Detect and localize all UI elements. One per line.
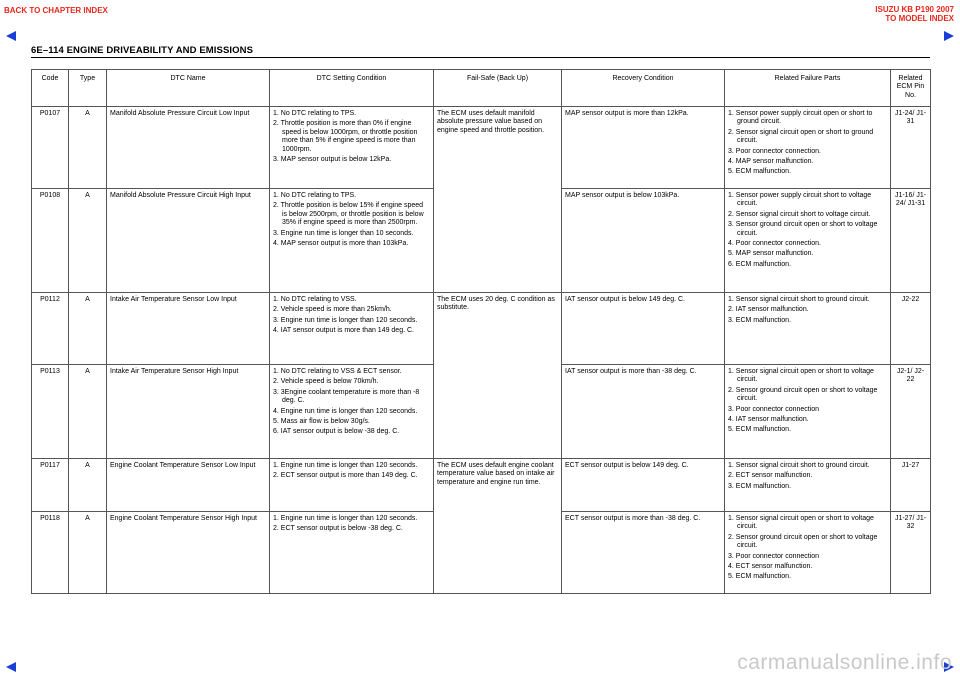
- list-item: 1. No DTC relating to TPS.: [273, 110, 357, 117]
- list-item: 4. Engine run time is longer than 120 seconds.: [273, 407, 418, 415]
- list-item: 1. No DTC relating to VSS.: [273, 296, 357, 303]
- list-item: 2. ECT sensor output is below -38 deg. C.: [273, 525, 403, 533]
- list-item: 1. Sensor signal circuit open or short to voltage circuit.: [728, 368, 874, 384]
- page-title: 6E–114 ENGINE DRIVEABILITY AND EMISSIONS: [31, 45, 254, 56]
- recovery-condition: MAP sensor output is below 103kPa.: [562, 189, 725, 293]
- list-item: 3. 3Engine coolant temperature is more than -8 deg. C.: [273, 388, 420, 405]
- list-item: 2. ECT sensor malfunction.: [728, 472, 813, 480]
- dtc-code: P0117: [32, 459, 69, 512]
- ecm-pin: J1-16/ J1-24/ J1-31: [891, 189, 931, 293]
- dtc-type: A: [69, 365, 107, 459]
- list-item: 6. ECM malfunction.: [728, 260, 792, 268]
- header-dtc-name: DTC Name: [107, 70, 270, 107]
- list-item: 3. Engine run time is longer than 120 seconds.: [273, 316, 418, 324]
- list-item: 2. Sensor signal circuit open or short to ground circuit.: [728, 128, 874, 145]
- ecm-pin: J2-1/ J2-22: [891, 365, 931, 459]
- list-item: 1. No DTC relating to VSS & ECT sensor.: [273, 368, 402, 375]
- ecm-pin: J1-27/ J1-32: [891, 512, 931, 594]
- table-row: [32, 107, 931, 189]
- failure-parts: [725, 189, 891, 293]
- ecm-pin: J2-22: [891, 293, 931, 365]
- header-setting-condition: DTC Setting Condition: [270, 70, 434, 107]
- failure-parts: [725, 459, 891, 512]
- dtc-name: Engine Coolant Temperature Sensor High Input: [107, 512, 270, 594]
- failsafe-cell: The ECM uses 20 deg. C condition as substitute.: [434, 293, 562, 459]
- title-divider: [31, 57, 930, 58]
- next-page-arrow-icon[interactable]: [944, 31, 954, 41]
- list-item: 2. IAT sensor malfunction.: [728, 306, 809, 314]
- recovery-condition: ECT sensor output is below 149 deg. C.: [562, 459, 725, 512]
- setting-condition: [270, 107, 434, 189]
- setting-condition: [270, 189, 434, 293]
- dtc-type: A: [69, 459, 107, 512]
- list-item: 3. MAP sensor output is below 12kPa.: [273, 156, 392, 164]
- recovery-condition: IAT sensor output is below 149 deg. C.: [562, 293, 725, 365]
- list-item: 1. No DTC relating to TPS.: [273, 192, 357, 199]
- dtc-code: P0107: [32, 107, 69, 189]
- list-item: 3. Poor connector connection: [728, 552, 820, 560]
- dtc-code: P0113: [32, 365, 69, 459]
- model-name-label: ISUZU KB P190 2007: [875, 5, 954, 14]
- failure-parts: [725, 293, 891, 365]
- back-to-chapter-index-link[interactable]: BACK TO CHAPTER INDEX: [4, 6, 108, 15]
- dtc-name: Manifold Absolute Pressure Circuit Low Input: [107, 107, 270, 189]
- ecm-pin: J1-27: [891, 459, 931, 512]
- header-code: Code: [32, 70, 69, 107]
- list-item: 4. IAT sensor malfunction.: [728, 416, 809, 424]
- dtc-type: A: [69, 107, 107, 189]
- failure-parts: [725, 107, 891, 189]
- recovery-condition: MAP sensor output is more than 12kPa.: [562, 107, 725, 189]
- list-item: 2. Throttle position is below 15% if engine speed is below 2500rpm, or throttle position is below 35% if engine speed is more than 2500rpm.: [273, 202, 424, 227]
- failure-parts: [725, 365, 891, 459]
- list-item: 5. ECM malfunction.: [728, 573, 792, 581]
- list-item: 3. ECM malfunction.: [728, 316, 792, 324]
- list-item: 4. ECT sensor malfunction.: [728, 563, 813, 571]
- setting-condition: [270, 459, 434, 512]
- setting-condition: [270, 365, 434, 459]
- list-item: 5. Mass air flow is below 30g/s.: [273, 418, 370, 426]
- list-item: 2. Sensor ground circuit open or short to voltage circuit.: [728, 386, 878, 403]
- failsafe-cell: The ECM uses default engine coolant temperature value based on intake air temperature and engine run time.: [434, 459, 562, 594]
- list-item: 2. Sensor signal circuit short to voltage circuit.: [728, 210, 871, 218]
- table-header-row: [32, 70, 931, 107]
- list-item: 1. Engine run time is longer than 120 seconds.: [273, 462, 418, 469]
- table-row: [32, 293, 931, 365]
- list-item: 4. MAP sensor malfunction.: [728, 158, 814, 166]
- list-item: 4. IAT sensor output is more than 149 deg. C.: [273, 327, 414, 335]
- ecm-pin: J1-24/ J1-31: [891, 107, 931, 189]
- list-item: 6. IAT sensor output is below -38 deg. C.: [273, 428, 400, 436]
- list-item: 1. Sensor power supply circuit open or short to ground circuit.: [728, 110, 873, 126]
- list-item: 3. Sensor ground circuit open or short to voltage circuit.: [728, 221, 878, 237]
- dtc-table: [31, 69, 931, 594]
- list-item: 1. Engine run time is longer than 120 seconds.: [273, 515, 418, 522]
- dtc-code: P0118: [32, 512, 69, 594]
- setting-condition: [270, 293, 434, 365]
- list-item: 5. ECM malfunction.: [728, 168, 792, 176]
- list-item: 1. Sensor power supply circuit short to voltage circuit.: [728, 192, 872, 208]
- dtc-name: Engine Coolant Temperature Sensor Low Input: [107, 459, 270, 512]
- header-failure-parts: Related Failure Parts: [725, 70, 891, 107]
- list-item: 1. Sensor signal circuit short to ground circuit.: [728, 462, 870, 469]
- dtc-code: P0112: [32, 293, 69, 365]
- header-failsafe: Fail-Safe (Back Up): [434, 70, 562, 107]
- recovery-condition: IAT sensor output is more than -38 deg. C.: [562, 365, 725, 459]
- list-item: 1. Sensor signal circuit short to ground circuit.: [728, 296, 870, 303]
- header-ecm-pin: Related ECM Pin No.: [891, 70, 931, 107]
- to-model-index-label: TO MODEL INDEX: [885, 14, 954, 23]
- dtc-name: Intake Air Temperature Sensor High Input: [107, 365, 270, 459]
- list-item: 3. ECM malfunction.: [728, 482, 792, 490]
- list-item: 2. Throttle position is more than 0% if engine speed is below 1000rpm, or throttle position more than 5% if engine speed is more than 1000rpm.: [273, 120, 418, 153]
- list-item: 2. Vehicle speed is below 70km/h.: [273, 378, 379, 386]
- list-item: 5. ECM malfunction.: [728, 426, 792, 434]
- dtc-code: P0108: [32, 189, 69, 293]
- model-index-link[interactable]: [875, 5, 954, 23]
- list-item: 2. ECT sensor output is more than 149 deg. C.: [273, 472, 418, 480]
- dtc-type: A: [69, 512, 107, 594]
- failure-parts: [725, 512, 891, 594]
- table-row: [32, 459, 931, 512]
- dtc-name: Intake Air Temperature Sensor Low Input: [107, 293, 270, 365]
- failsafe-cell: The ECM uses default manifold absolute pressure value based on engine speed and throttle position.: [434, 107, 562, 293]
- previous-page-arrow-icon[interactable]: [6, 31, 16, 41]
- dtc-name: Manifold Absolute Pressure Circuit High Input: [107, 189, 270, 293]
- list-item: 5. MAP sensor malfunction.: [728, 250, 814, 258]
- header-type: Type: [69, 70, 107, 107]
- previous-page-arrow-icon[interactable]: [6, 662, 16, 672]
- recovery-condition: ECT sensor output is more than -38 deg. C.: [562, 512, 725, 594]
- list-item: 3. Poor connector connection.: [728, 147, 822, 155]
- list-item: 1. Sensor signal circuit open or short to voltage circuit.: [728, 515, 874, 531]
- header-recovery-condition: Recovery Condition: [562, 70, 725, 107]
- list-item: 4. Poor connector connection.: [728, 240, 822, 248]
- dtc-type: A: [69, 189, 107, 293]
- setting-condition: [270, 512, 434, 594]
- list-item: 4. MAP sensor output is more than 103kPa.: [273, 240, 409, 248]
- list-item: 3. Engine run time is longer than 10 seconds.: [273, 229, 414, 237]
- list-item: 2. Vehicle speed is more than 25km/h.: [273, 306, 392, 314]
- watermark: carmanualsonline.info: [737, 651, 952, 674]
- list-item: 3. Poor connector connection: [728, 405, 820, 413]
- list-item: 2. Sensor ground circuit open or short to voltage circuit.: [728, 533, 878, 550]
- dtc-type: A: [69, 293, 107, 365]
